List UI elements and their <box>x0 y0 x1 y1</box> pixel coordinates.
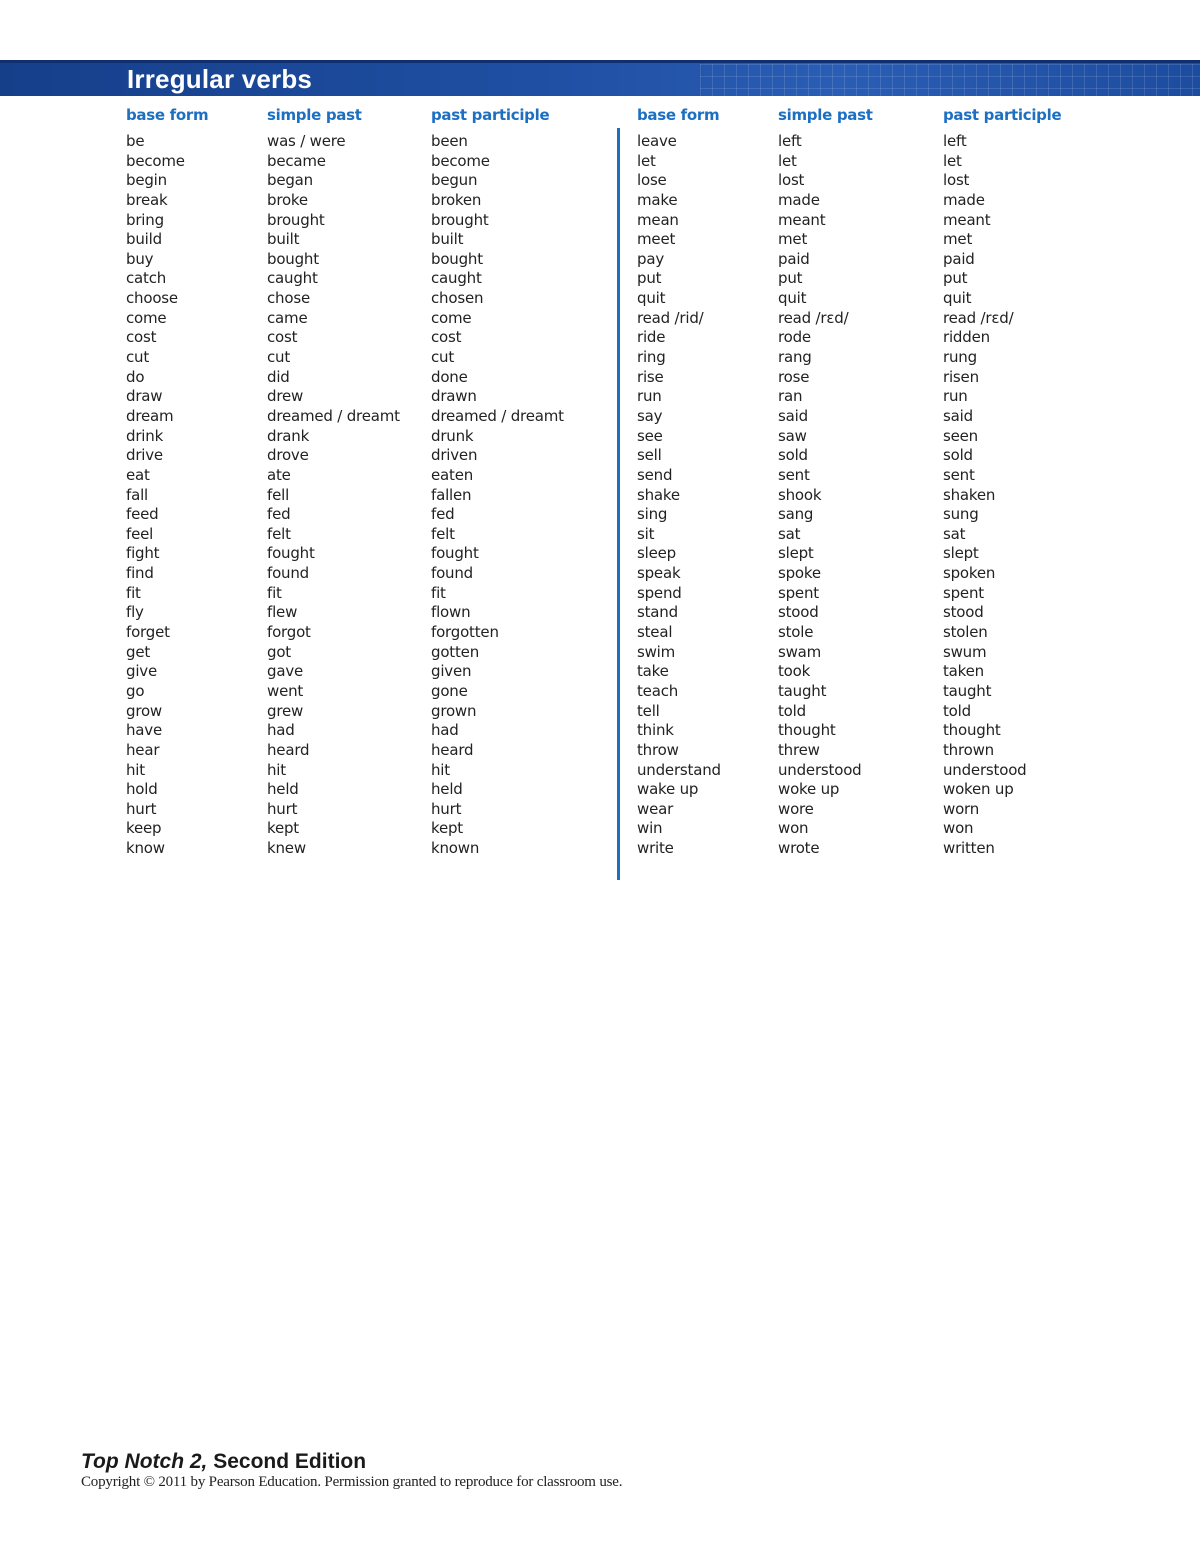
verb-form: driven <box>431 446 478 465</box>
verb-form: choose <box>126 289 178 308</box>
verb-form: felt <box>431 524 455 543</box>
verb-form: ate <box>267 465 291 484</box>
verb-form: hit <box>267 760 286 779</box>
verb-form: left <box>943 132 967 150</box>
left-simple-past-column <box>267 104 400 859</box>
verb-form: chosen <box>431 289 484 308</box>
verb-form: fit <box>431 583 446 602</box>
verb-form: drank <box>267 426 310 445</box>
verb-form: slept <box>943 544 979 563</box>
verb-form: became <box>267 151 326 170</box>
verb-form: steal <box>637 623 673 642</box>
verb-form: bring <box>126 210 164 229</box>
verb-form: know <box>126 839 165 858</box>
verb-form: held <box>267 780 299 799</box>
verb-form: fallen <box>431 485 472 504</box>
verb-form: taken <box>943 662 984 681</box>
verb-form: did <box>267 367 290 386</box>
column-divider <box>617 128 620 880</box>
verb-form: wrote <box>778 839 820 858</box>
verb-form: found <box>267 564 309 583</box>
verb-form: met <box>943 230 973 249</box>
verb-form: pay <box>637 249 664 268</box>
verb-form: broke <box>267 190 308 209</box>
verb-form: become <box>431 151 490 170</box>
verb-form: been <box>431 132 468 150</box>
verb-form: fit <box>267 583 282 602</box>
verb-form: build <box>126 230 162 249</box>
verb-list <box>126 132 208 859</box>
verb-form: stolen <box>943 623 988 642</box>
verb-form: forgot <box>267 623 311 642</box>
verb-form: dreamed / dreamt <box>267 406 400 425</box>
verb-form: make <box>637 190 678 209</box>
verb-form: took <box>778 662 811 681</box>
verb-form: let <box>637 151 656 170</box>
verb-form: sit <box>637 524 655 543</box>
verb-form: stole <box>778 623 814 642</box>
verb-form: feed <box>126 505 159 524</box>
verb-form: take <box>637 662 669 681</box>
verb-form: stood <box>778 603 819 622</box>
verb-form: gotten <box>431 642 479 661</box>
verb-form: given <box>431 662 472 681</box>
verb-form: drawn <box>431 387 477 406</box>
right-past-participle-column <box>943 104 1061 859</box>
verb-form: fit <box>126 583 141 602</box>
verb-form: quit <box>637 289 666 308</box>
verb-form: cut <box>431 348 455 367</box>
verb-form: spoke <box>778 564 821 583</box>
verb-form: threw <box>778 740 820 759</box>
verb-form: understood <box>943 760 1027 779</box>
verb-form: worn <box>943 799 980 818</box>
verb-form: paid <box>778 249 810 268</box>
verb-form: spent <box>778 583 819 602</box>
verb-form: came <box>267 308 308 327</box>
verb-form: find <box>126 564 154 583</box>
verb-form: fall <box>126 485 149 504</box>
verb-form: begin <box>126 171 167 190</box>
verb-form: draw <box>126 387 163 406</box>
column-header-simple-past: simple past <box>267 106 362 124</box>
verb-form: cut <box>267 348 291 367</box>
verb-form: fought <box>431 544 479 563</box>
title-banner <box>0 60 1200 96</box>
verb-form: sent <box>778 465 810 484</box>
verb-form: teach <box>637 681 679 700</box>
verb-form: drunk <box>431 426 474 445</box>
verb-list <box>943 132 1061 859</box>
verb-form: ridden <box>943 328 990 347</box>
verb-form: drove <box>267 446 309 465</box>
verb-form: meant <box>778 210 826 229</box>
verb-form: gone <box>431 681 468 700</box>
verb-form: caught <box>431 269 482 288</box>
verb-form: write <box>637 839 674 858</box>
verb-form: put <box>943 269 968 288</box>
verb-form: dream <box>126 406 174 425</box>
verb-form: ring <box>637 348 666 367</box>
verb-form: tell <box>637 701 660 720</box>
verb-form: mean <box>637 210 679 229</box>
verb-form: fed <box>431 505 455 524</box>
verb-form: shook <box>778 485 822 504</box>
verb-form: built <box>267 230 300 249</box>
verb-form: left <box>778 132 802 150</box>
verb-form: hurt <box>126 799 157 818</box>
verb-form: ride <box>637 328 666 347</box>
verb-form: forget <box>126 623 170 642</box>
verb-form: fed <box>267 505 291 524</box>
verb-form: let <box>778 151 797 170</box>
verb-list <box>267 132 400 859</box>
book-edition: Second Edition <box>213 1450 367 1473</box>
verb-form: hit <box>431 760 450 779</box>
verb-form: catch <box>126 269 167 288</box>
verb-form: felt <box>267 524 291 543</box>
verb-form: sold <box>778 446 808 465</box>
verb-form: do <box>126 367 145 386</box>
verb-form: grow <box>126 701 163 720</box>
verb-form: thought <box>778 721 836 740</box>
verb-form: read /rɛd/ <box>943 308 1014 327</box>
left-past-participle-column <box>431 104 564 859</box>
verb-form: put <box>637 269 662 288</box>
verb-form: ran <box>778 387 803 406</box>
verb-list <box>778 132 873 859</box>
verb-form: hold <box>126 780 158 799</box>
verb-form: cut <box>126 348 150 367</box>
verb-form: hurt <box>267 799 298 818</box>
verb-form: rode <box>778 328 811 347</box>
verb-form: eaten <box>431 465 474 484</box>
verb-form: come <box>431 308 472 327</box>
verb-form: win <box>637 819 663 838</box>
verb-form: say <box>637 406 663 425</box>
verb-form: meet <box>637 230 676 249</box>
verb-form: see <box>637 426 663 445</box>
verb-form: bought <box>267 249 319 268</box>
verb-form: lost <box>943 171 970 190</box>
verb-form: give <box>126 662 157 681</box>
verb-list <box>431 132 564 859</box>
verb-list <box>637 132 721 859</box>
verb-form: quit <box>943 289 972 308</box>
verb-form: read /rid/ <box>637 308 704 327</box>
verb-form: flown <box>431 603 471 622</box>
verb-form: sleep <box>637 544 676 563</box>
verb-form: swum <box>943 642 987 661</box>
right-simple-past-column <box>778 104 873 859</box>
verb-form: cost <box>126 328 157 347</box>
verb-form: cost <box>267 328 298 347</box>
verb-form: fly <box>126 603 144 622</box>
verb-form: gave <box>267 662 304 681</box>
verb-form: woke up <box>778 780 840 799</box>
verb-form: spend <box>637 583 682 602</box>
verb-form: began <box>267 171 313 190</box>
verb-form: sung <box>943 505 979 524</box>
verb-form: think <box>637 721 674 740</box>
column-header-simple-past: simple past <box>778 106 873 124</box>
verb-form: broken <box>431 190 482 209</box>
verb-form: had <box>267 721 295 740</box>
verb-form: done <box>431 367 468 386</box>
verb-form: drink <box>126 426 164 445</box>
verb-form: sat <box>943 524 966 543</box>
verb-form: run <box>637 387 662 406</box>
verb-form: won <box>943 819 974 838</box>
verb-form: chose <box>267 289 310 308</box>
verb-form: understand <box>637 760 721 779</box>
verb-form: bought <box>431 249 483 268</box>
verb-form: forgotten <box>431 623 499 642</box>
verb-form: buy <box>126 249 154 268</box>
verb-form: grew <box>267 701 304 720</box>
verb-form: knew <box>267 839 306 858</box>
verb-form: drive <box>126 446 163 465</box>
left-base-form-column <box>126 104 208 859</box>
verb-form: built <box>431 230 464 249</box>
verb-form: get <box>126 642 151 661</box>
verb-form: fight <box>126 544 160 563</box>
verb-form: spoken <box>943 564 996 583</box>
verb-form: woken up <box>943 780 1014 799</box>
page-title: Irregular verbs <box>127 64 313 94</box>
right-base-form-column <box>637 104 721 859</box>
verb-form: lost <box>778 171 805 190</box>
verb-form: become <box>126 151 185 170</box>
verb-form: saw <box>778 426 807 445</box>
verb-form: stood <box>943 603 984 622</box>
column-header-past-participle: past participle <box>943 106 1062 124</box>
verb-form: swam <box>778 642 822 661</box>
verb-form: flew <box>267 603 298 622</box>
verb-form: be <box>126 132 145 150</box>
verb-form: heard <box>431 740 474 759</box>
verb-form: break <box>126 190 168 209</box>
verb-form: brought <box>267 210 325 229</box>
verb-form: put <box>778 269 803 288</box>
verb-form: taught <box>778 681 827 700</box>
verb-form: stand <box>637 603 678 622</box>
verb-form: said <box>778 406 808 425</box>
verb-form: taught <box>943 681 992 700</box>
verb-form: wear <box>637 799 674 818</box>
verb-form: rise <box>637 367 664 386</box>
verb-form: thought <box>943 721 1001 740</box>
verb-form: said <box>943 406 973 425</box>
verb-form: thrown <box>943 740 994 759</box>
verb-form: swim <box>637 642 676 661</box>
verb-form: kept <box>431 819 463 838</box>
book-name: Top Notch 2, <box>81 1450 208 1473</box>
column-header-base-form: base form <box>126 106 209 124</box>
verb-form: kept <box>267 819 299 838</box>
verb-form: go <box>126 681 145 700</box>
verb-form: cost <box>431 328 462 347</box>
verb-form: understood <box>778 760 862 779</box>
verb-form: grown <box>431 701 477 720</box>
verb-form: hit <box>126 760 145 779</box>
verb-form: seen <box>943 426 978 445</box>
verb-form: come <box>126 308 167 327</box>
verb-form: known <box>431 839 480 858</box>
verb-form: dreamed / dreamt <box>431 406 564 425</box>
verb-form: begun <box>431 171 478 190</box>
verb-form: have <box>126 721 163 740</box>
verb-form: slept <box>778 544 814 563</box>
verb-form: meant <box>943 210 991 229</box>
verb-form: found <box>431 564 473 583</box>
verb-form: wake up <box>637 780 699 799</box>
verb-form: got <box>267 642 291 661</box>
verb-form: lose <box>637 171 667 190</box>
verb-form: send <box>637 465 673 484</box>
verb-form: made <box>943 190 985 209</box>
verb-form: read /rɛd/ <box>778 308 849 327</box>
verb-form: rung <box>943 348 977 367</box>
verb-form: rose <box>778 367 810 386</box>
verb-form: sang <box>778 505 814 524</box>
verb-form: shaken <box>943 485 996 504</box>
verb-form: feel <box>126 524 154 543</box>
verb-form: fell <box>267 485 290 504</box>
book-title <box>81 1450 366 1474</box>
verb-form: rang <box>778 348 812 367</box>
verb-form: hurt <box>431 799 462 818</box>
verb-form: quit <box>778 289 807 308</box>
verb-form: written <box>943 839 995 858</box>
column-header-base-form: base form <box>637 106 720 124</box>
verb-form: brought <box>431 210 489 229</box>
verb-form: met <box>778 230 808 249</box>
verb-form: sell <box>637 446 662 465</box>
verb-form: had <box>431 721 459 740</box>
verb-form: spent <box>943 583 984 602</box>
verb-form: sent <box>943 465 975 484</box>
verb-form: told <box>943 701 971 720</box>
verb-form: made <box>778 190 820 209</box>
verb-form: caught <box>267 269 318 288</box>
verb-form: heard <box>267 740 310 759</box>
verb-form: held <box>431 780 463 799</box>
verb-form: drew <box>267 387 304 406</box>
verb-form: risen <box>943 367 979 386</box>
verb-form: went <box>267 681 304 700</box>
verb-form: told <box>778 701 806 720</box>
verb-form: fought <box>267 544 315 563</box>
verb-form: let <box>943 151 962 170</box>
verb-form: throw <box>637 740 679 759</box>
verb-form: sold <box>943 446 973 465</box>
verb-form: eat <box>126 465 150 484</box>
verb-form: wore <box>778 799 814 818</box>
verb-form: speak <box>637 564 681 583</box>
verb-form: leave <box>637 132 677 150</box>
verb-form: was / were <box>267 132 346 150</box>
column-header-past-participle: past participle <box>431 106 550 124</box>
copyright-notice: Copyright © 2011 by Pearson Education. Permission granted to reproduce for classroom use. <box>81 1474 623 1490</box>
verb-form: shake <box>637 485 680 504</box>
verb-form: run <box>943 387 968 406</box>
verb-form: sat <box>778 524 801 543</box>
verb-form: sing <box>637 505 668 524</box>
verb-form: hear <box>126 740 160 759</box>
verb-form: paid <box>943 249 975 268</box>
verb-form: won <box>778 819 809 838</box>
verb-form: keep <box>126 819 162 838</box>
